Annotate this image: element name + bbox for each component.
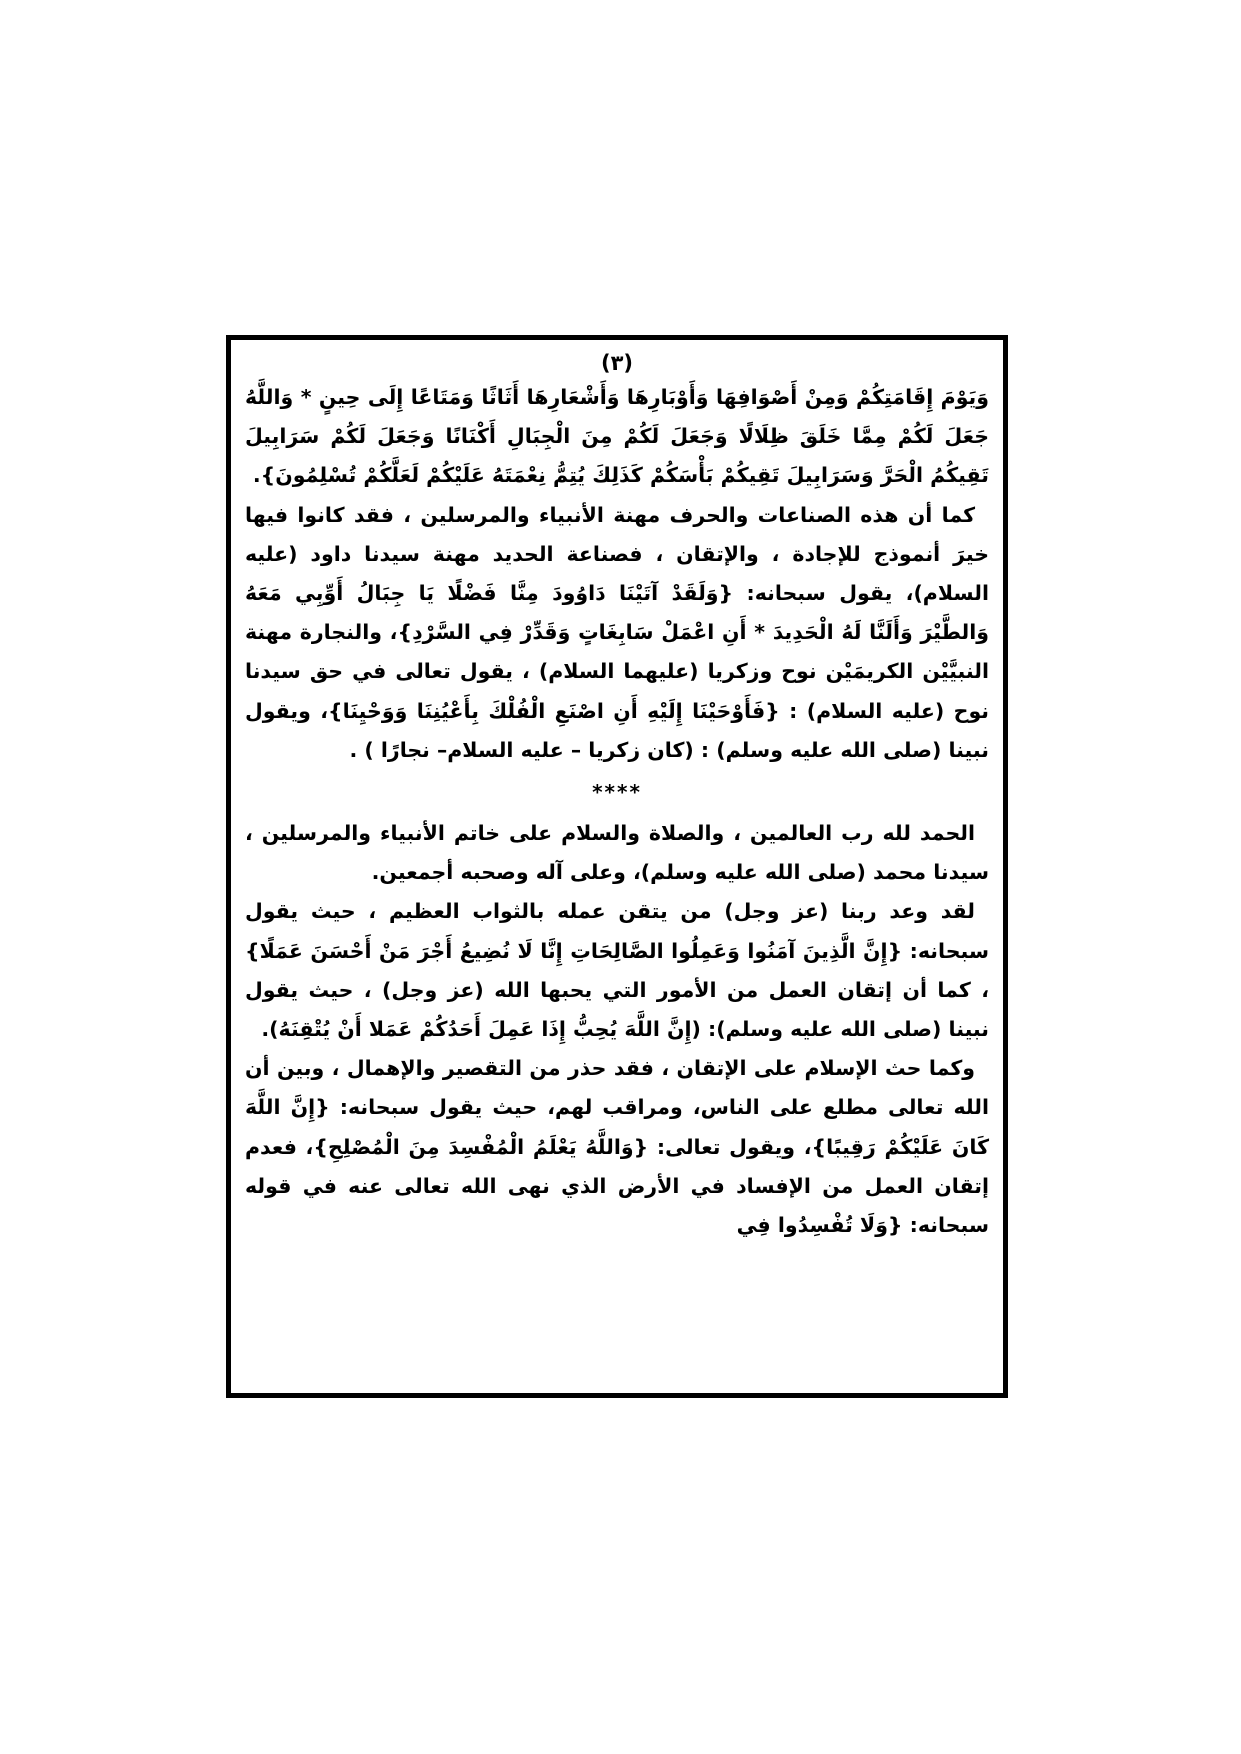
paragraph-warning-negligence: وكما حث الإسلام على الإتقان ، فقد حذر من التقصير والإهمال ، وبين أن الله تعالى مطلع على الناس، ومراقب لهم، حيث يقول سبحانه: {إِنَّ اللَّهَ كَانَ عَلَيْكُمْ رَقِيبًا}، ويقول تعالى: {وَاللَّهُ يَعْلَمُ الْمُفْسِدَ مِنَ الْمُصْلِحِ}، فعدم إتقان العمل من الإفساد في الأرض الذي نهى الله تعالى عنه في قوله سبحانه: {وَلَا تُفْسِدُوا فِي [245, 1056, 989, 1238]
paragraph-opening-praise: الحمد لله رب العالمين ، والصلاة والسلام على خاتم الأنبياء والمرسلين ، سيدنا محمد (صلى الله عليه وسلم)، وعلى آله وصحبه أجمعين. [245, 821, 989, 885]
paragraph-crafts-prophets: كما أن هذه الصناعات والحرف مهنة الأنبياء والمرسلين ، فقد كانوا فيها خيرَ أنموذج للإجادة ، والإتقان ، فصناعة الحديد مهنة سيدنا داود (عليه السلام)، يقول سبحانه: {وَلَقَدْ آتَيْنَا دَاوُودَ مِنَّا فَضْلًا يَا جِبَالُ أَوِّبِي مَعَهُ وَالطَّيْرَ وَأَلَنَّا لَهُ الْحَدِيدَ * أَنِ اعْمَلْ سَابِغَاتٍ وَقَدِّرْ فِي السَّرْدِ}، والنجارة مهنة النبيَّيْن الكريمَيْن نوح وزكريا (عليهما السلام) ، يقول تعالى في حق سيدنا نوح (عليه السلام) : {فَأَوْحَيْنَا إِلَيْهِ أَنِ اصْنَعِ الْفُلْكَ بِأَعْيُنِنَا وَوَحْيِنَا}، ويقول نبينا (صلى الله عليه وسلم) : (كان زكريا – عليه السلام– نجارًا ) . [245, 502, 989, 762]
section-separator: **** [592, 780, 642, 805]
paragraph-quran-continuation: وَيَوْمَ إِقَامَتِكُمْ وَمِنْ أَصْوَافِهَا وَأَوْبَارِهَا وَأَشْعَارِهَا أَثَاثًا وَمَتَاعًا إِلَى حِينٍ * وَاللَّهُ جَعَلَ لَكُمْ مِمَّا خَلَقَ ظِلَالًا وَجَعَلَ لَكُمْ مِنَ الْجِبَالِ أَكْنَانًا وَجَعَلَ لَكُمْ سَرَابِيلَ تَقِيكُمُ الْحَرَّ وَسَرَابِيلَ تَقِيكُمْ بَأْسَكُمْ كَذَلِكَ يُتِمُّ نِعْمَتَهُ عَلَيْكُمْ لَعَلَّكُمْ تُسْلِمُونَ}. [245, 385, 989, 488]
page-frame [226, 335, 1008, 1398]
paragraph-reward-mastery: لقد وعد ربنا (عز وجل) من يتقن عمله بالثواب العظيم ، حيث يقول سبحانه: {إِنَّ الَّذِينَ آمَنُوا وَعَمِلُوا الصَّالِحَاتِ إِنَّا لَا نُضِيعُ أَجْرَ مَنْ أَحْسَنَ عَمَلًا} ، كما أن إتقان العمل من الأمور التي يحبها الله (عز وجل) ، حيث يقول نبينا (صلى الله عليه وسلم): (إِنَّ اللَّهَ يُحِبُّ إِذَا عَمِلَ أَحَدُكُمْ عَمَلا أَنْ يُتْقِنَهُ). [245, 899, 989, 1042]
page-number: (٣) [600, 351, 634, 375]
